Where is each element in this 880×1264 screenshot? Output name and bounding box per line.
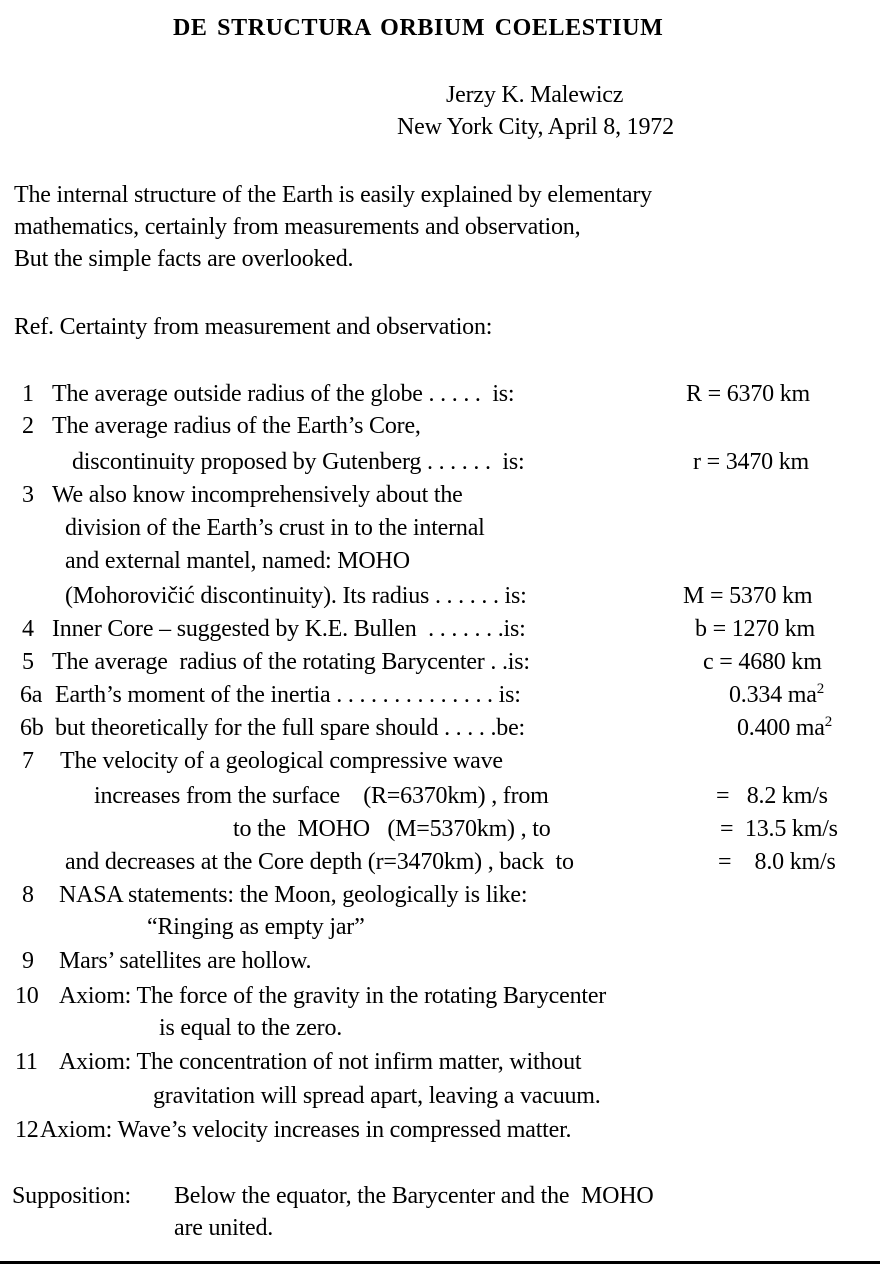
item-number: 3 [22, 482, 34, 508]
item-text: The average radius of the rotating Barycenter . .is: [52, 649, 530, 675]
intro-line-1: The internal structure of the Earth is easily explained by elementary [14, 182, 652, 208]
intro-line-3: But the simple facts are overlooked. [14, 246, 354, 272]
item-value: c = 4680 km [703, 649, 822, 675]
item-value: = 8.0 km/s [718, 849, 836, 875]
item-text: but theoretically for the full spare should . . . . .be: [55, 715, 526, 741]
item-value: = 13.5 km/s [720, 816, 838, 842]
item-value: R = 6370 km [686, 381, 811, 407]
supposition-label: Supposition: [12, 1183, 131, 1209]
item-text: We also know incomprehensively about the [52, 482, 463, 508]
item-number: 10 [15, 983, 39, 1009]
item-number: 1 [22, 381, 34, 407]
item-value: b = 1270 km [695, 616, 816, 642]
item-text: Earth’s moment of the inertia . . . . . . . . . . . . . . is: [55, 682, 521, 708]
item-value: 0.400 $ma^2$ [737, 714, 833, 741]
item-number: 7 [22, 748, 34, 774]
item-number: 4 [22, 616, 34, 642]
item-text: The average outside radius of the globe . . . . . is: [52, 381, 515, 407]
item-text: “Ringing as empty jar” [147, 914, 365, 940]
item-number: 12 [15, 1117, 39, 1143]
item-text: and decreases at the Core depth (r=3470km) , back to [65, 849, 574, 875]
item-text: division of the Earth’s crust in to the internal [65, 515, 485, 541]
item-value: = 8.2 km/s [716, 783, 828, 809]
item-number: 6b [20, 715, 44, 741]
item-text: The average radius of the Earth’s Core, [52, 413, 421, 439]
item-text: Mars’ satellites are hollow. [59, 948, 312, 974]
item-number: 5 [22, 649, 34, 675]
item-text: is equal to the zero. [159, 1015, 343, 1041]
item-text: increases from the surface (R=6370km) , from [94, 783, 549, 809]
item-text: gravitation will spread apart, leaving a vacuum. [153, 1083, 601, 1109]
item-text: Axiom: The concentration of not infirm matter, without [59, 1049, 582, 1075]
item-text: and external mantel, named: MOHO [65, 548, 410, 574]
supposition-text: Below the equator, the Barycenter and the MOHO [174, 1183, 654, 1209]
author-name: Jerzy K. Malewicz [446, 82, 624, 108]
document-title: DE STRUCTURA ORBIUM COELESTIUM [173, 15, 664, 41]
ref-heading: Ref. Certainty from measurement and observation: [14, 314, 493, 340]
item-text: Axiom: Wave’s velocity increases in compressed matter. [40, 1117, 572, 1143]
item-text: NASA statements: the Moon, geologically is like: [59, 882, 528, 908]
item-text: The velocity of a geological compressive wave [60, 748, 503, 774]
item-number: 2 [22, 413, 34, 439]
item-value: 0.334 $ma^2$ [729, 681, 825, 708]
item-value: M = 5370 km [683, 583, 813, 609]
intro-line-2: mathematics, certainly from measurements and observation, [14, 214, 581, 240]
item-number: 6a [20, 682, 43, 708]
supposition-text: are united. [174, 1215, 274, 1241]
item-text: Inner Core – suggested by K.E. Bullen . . . . . . .is: [52, 616, 526, 642]
item-number: 9 [22, 948, 34, 974]
item-number: 8 [22, 882, 34, 908]
item-value: r = 3470 km [693, 449, 809, 475]
item-text: (Mohorovičić discontinuity). Its radius . . . . . . is: [65, 583, 527, 609]
place-date: New York City, April 8, 1972 [397, 114, 674, 140]
item-text: to the MOHO (M=5370km) , to [233, 816, 551, 842]
item-text: Axiom: The force of the gravity in the rotating Barycenter [59, 983, 607, 1009]
item-number: 11 [15, 1049, 38, 1075]
item-text: discontinuity proposed by Gutenberg . . . . . . is: [72, 449, 525, 475]
